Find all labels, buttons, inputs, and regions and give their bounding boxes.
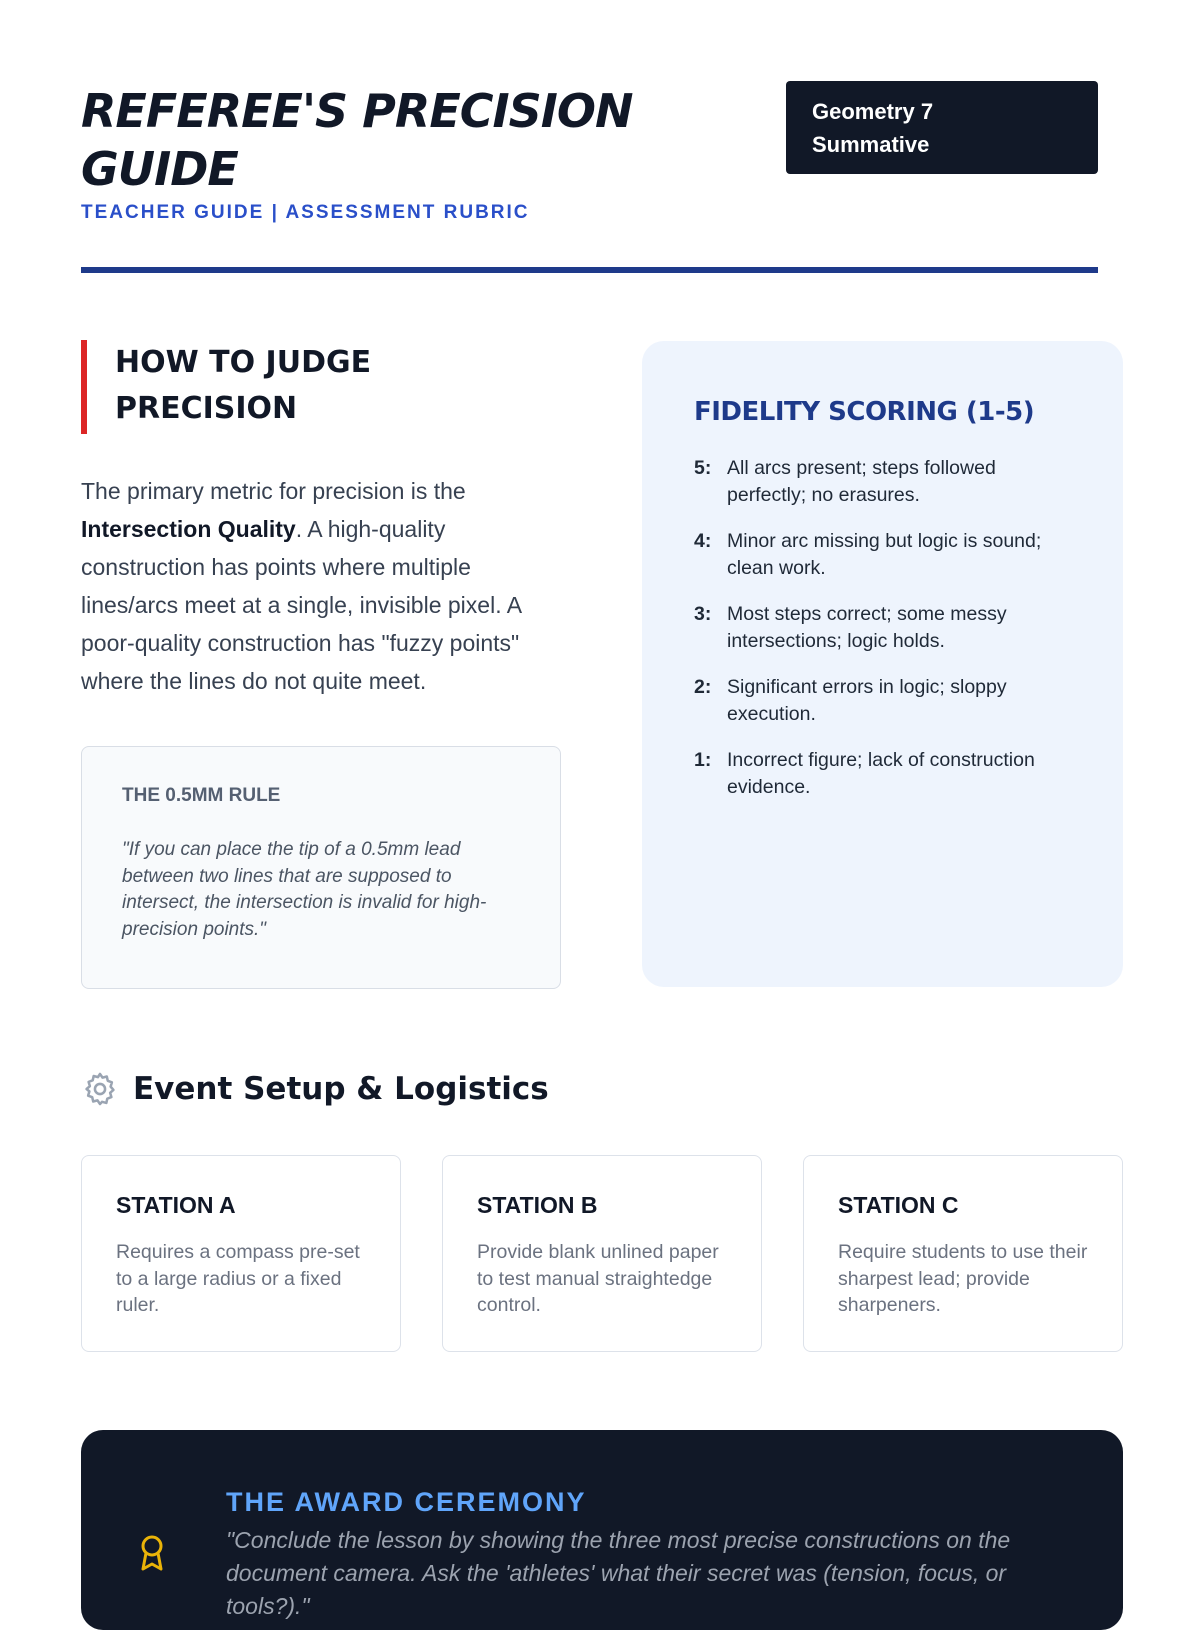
intro-text-start: The primary metric for precision is the: [81, 478, 466, 504]
score-item: [694, 455, 1071, 508]
stations-grid: [81, 1155, 1123, 1352]
intro-text-end: . A high-quality construction has points where multiple lines/arcs meet at a single, invisible pixel. A poor-quality construction has "fuzzy points" where the lines do not quite meet.: [81, 516, 521, 694]
judge-heading-line1: HOW TO JUDGE: [115, 345, 372, 380]
badge-type: Summative: [812, 132, 930, 157]
score-description: All arcs present; steps followed perfectly; no erasures.: [727, 457, 996, 506]
score-description: Minor arc missing but logic is sound; clean work.: [727, 530, 1042, 579]
judge-section: [81, 340, 561, 989]
station-title: STATION C: [838, 1192, 959, 1218]
station-text: Require students to use their sharpest lead; provide sharpeners.: [838, 1241, 1088, 1316]
rule-title: THE 0.5MM RULE: [122, 785, 281, 806]
score-level: 1:: [694, 749, 712, 771]
award-title: THE AWARD CEREMONY: [226, 1487, 587, 1517]
award-ribbon-icon: [139, 1534, 165, 1572]
gear-icon: [81, 1070, 119, 1108]
score-description: Significant errors in logic; sloppy execution.: [727, 676, 1007, 725]
judge-heading: [81, 340, 561, 434]
judge-intro: [81, 472, 561, 700]
station-card-a: [81, 1155, 401, 1352]
scoring-title: FIDELITY SCORING (1-5): [694, 397, 1035, 427]
station-card-c: [803, 1155, 1123, 1352]
score-level: 2:: [694, 676, 712, 698]
intro-highlight: Intersection Quality: [81, 516, 296, 542]
station-text: Requires a compass pre-set to a large radius or a fixed ruler.: [116, 1241, 360, 1316]
rule-quote: "If you can place the tip of a 0.5mm lead between two lines that are supposed to intersect, the intersection is invalid for high-precision points.": [122, 839, 487, 940]
score-level: 4:: [694, 530, 712, 552]
station-text: Provide blank unlined paper to test manual straightedge control.: [477, 1241, 719, 1316]
score-description: Most steps correct; some messy intersections; logic holds.: [727, 603, 1007, 652]
score-item: [694, 528, 1071, 581]
scoring-list: [694, 455, 1071, 800]
score-level: 3:: [694, 603, 712, 625]
logistics-title: Event Setup & Logistics: [133, 1071, 549, 1107]
page-subtitle: TEACHER GUIDE | ASSESSMENT RUBRIC: [81, 202, 530, 223]
score-item: [694, 747, 1071, 800]
page-title: REFEREE'S PRECISION GUIDE: [81, 84, 633, 196]
score-item: [694, 601, 1071, 654]
scoring-card: [642, 341, 1123, 987]
score-item: [694, 674, 1071, 727]
score-description: Incorrect figure; lack of construction evidence.: [727, 749, 1035, 798]
award-banner: [81, 1430, 1123, 1630]
score-level: 5:: [694, 457, 712, 479]
station-title: STATION B: [477, 1192, 598, 1218]
logistics-heading: [81, 1070, 549, 1108]
station-title: STATION A: [116, 1192, 236, 1218]
header-divider: [81, 267, 1098, 273]
badge-course: Geometry 7: [812, 99, 934, 124]
header: [81, 0, 1098, 272]
judge-heading-line2: PRECISION: [115, 391, 298, 426]
rule-callout: [81, 746, 561, 989]
station-card-b: [442, 1155, 762, 1352]
course-badge: [786, 81, 1098, 174]
award-quote: "Conclude the lesson by showing the three most precise constructions on the document camera. Ask the 'athletes' what their secret was (tension, focus, or tools?).": [226, 1527, 1011, 1619]
